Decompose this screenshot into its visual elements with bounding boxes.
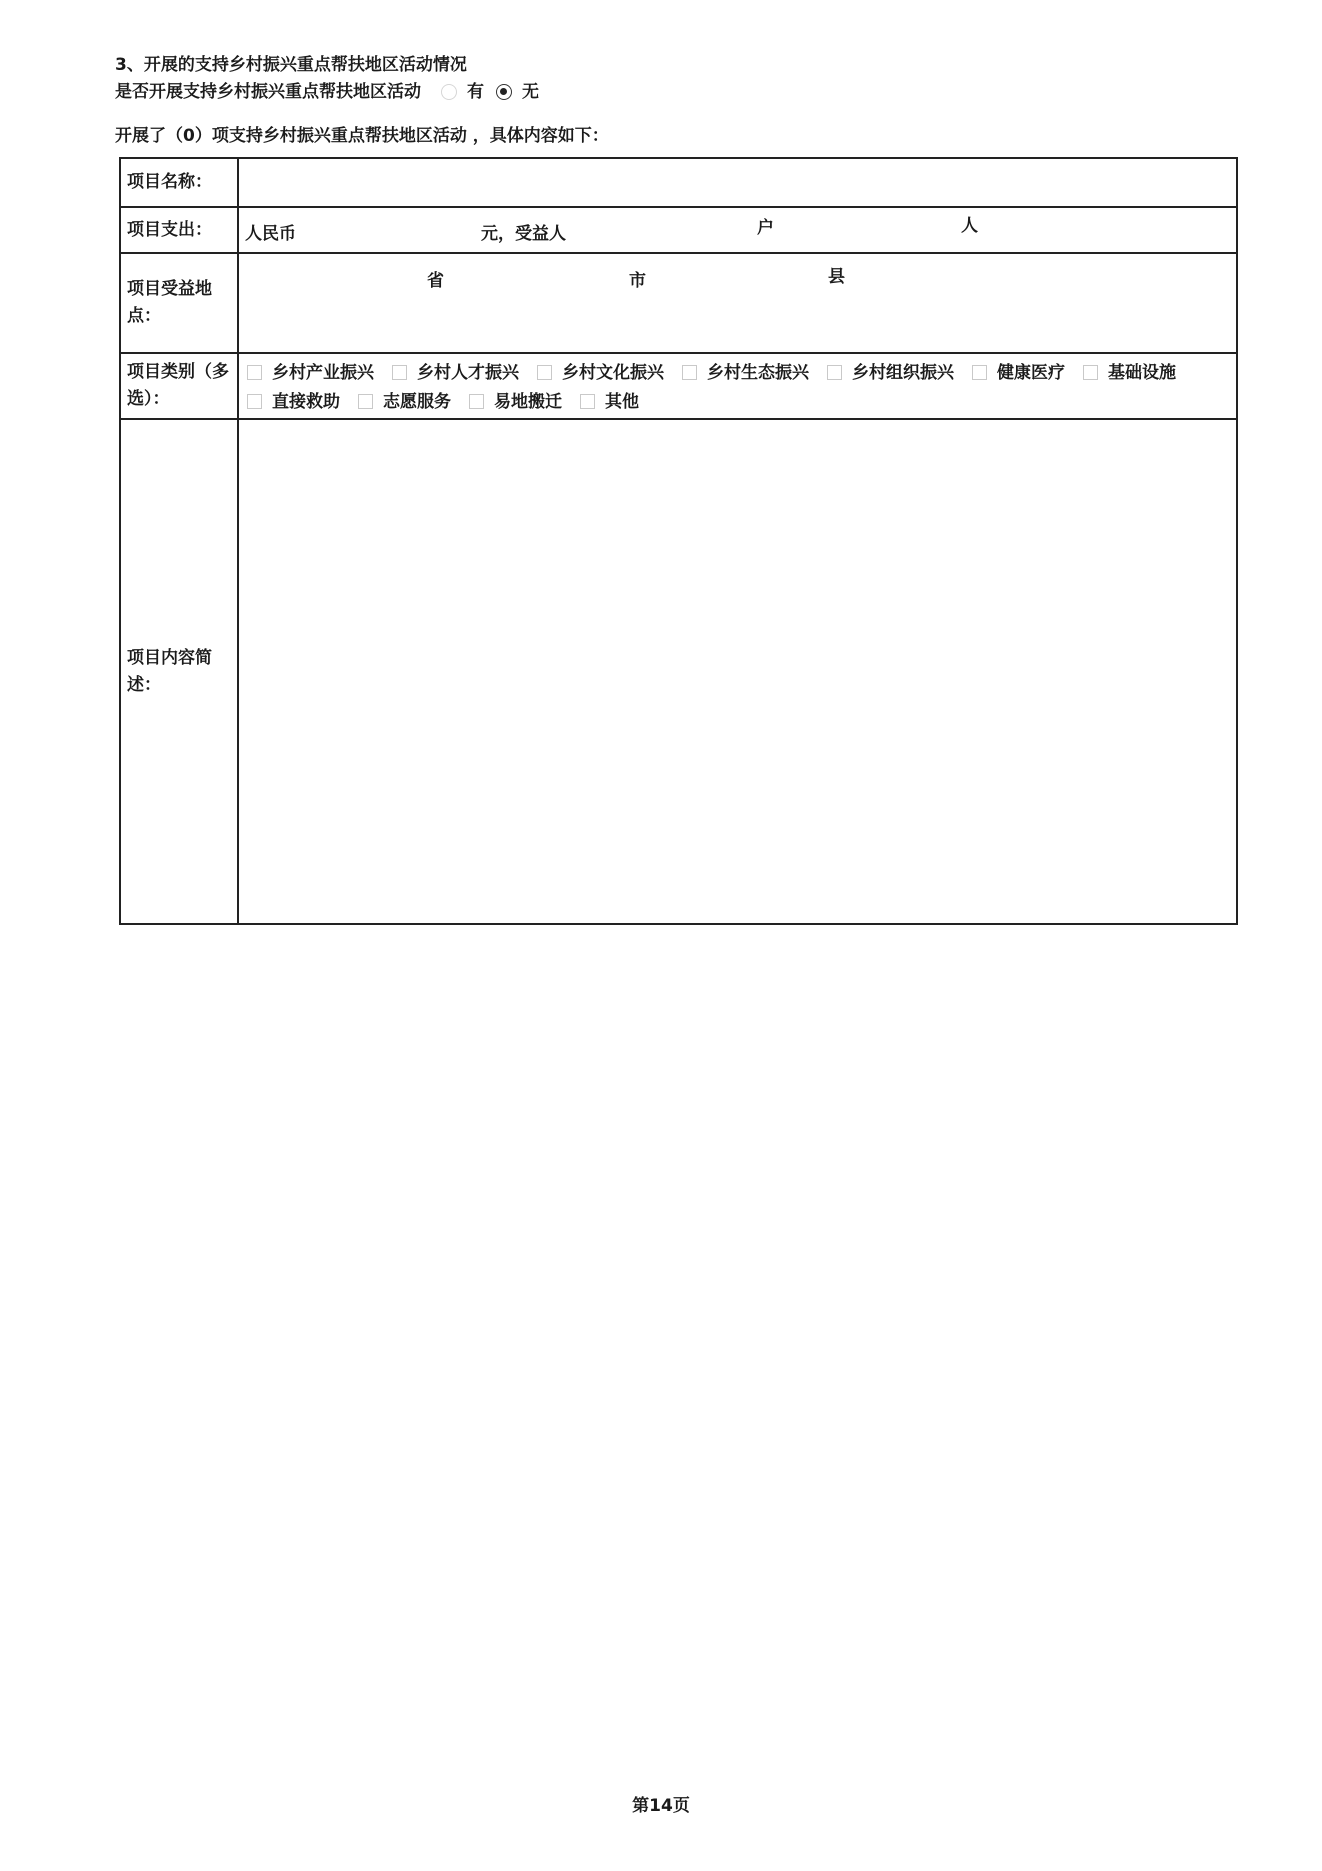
row-project-cost	[120, 207, 1237, 253]
category-rural-talent[interactable]	[392, 362, 519, 384]
question-text: 是否开展支持乡村振兴重点帮扶地区活动	[115, 82, 421, 102]
row-project-description	[120, 419, 1237, 924]
category-label: 直接救助	[272, 391, 340, 412]
radio-no-label: 无	[522, 82, 539, 102]
category-label: 基础设施	[1108, 362, 1176, 383]
category-infrastructure[interactable]	[1083, 362, 1176, 384]
category-label: 乡村人才振兴	[417, 362, 519, 383]
beneficiary-label: 元，受益人	[481, 224, 566, 244]
category-label: 乡村文化振兴	[562, 362, 664, 383]
checkbox[interactable]	[358, 394, 373, 409]
checkbox[interactable]	[247, 394, 262, 409]
checkbox[interactable]	[537, 365, 552, 380]
project-category-label: 项目类别（多选）：	[120, 353, 238, 419]
project-description-field[interactable]	[238, 419, 1237, 924]
checkbox[interactable]	[682, 365, 697, 380]
radio-yes[interactable]	[441, 84, 457, 100]
radio-no[interactable]	[496, 84, 512, 100]
checkbox[interactable]	[827, 365, 842, 380]
project-cost-label: 项目支出：	[120, 207, 238, 253]
category-label: 健康医疗	[997, 362, 1065, 383]
category-rural-organization[interactable]	[827, 362, 954, 384]
checkbox[interactable]	[247, 365, 262, 380]
row-project-category	[120, 353, 1237, 419]
category-label: 乡村产业振兴	[272, 362, 374, 383]
category-rural-ecology[interactable]	[682, 362, 809, 384]
persons-unit: 人	[961, 216, 978, 236]
project-name-field[interactable]	[238, 158, 1237, 207]
project-location-label: 项目受益地点：	[120, 253, 238, 353]
category-label: 其他	[605, 391, 639, 412]
category-other[interactable]	[580, 391, 639, 413]
section-title: 3、开展的支持乡村振兴重点帮扶地区活动情况	[115, 55, 467, 75]
checkbox[interactable]	[392, 365, 407, 380]
category-label: 乡村组织振兴	[852, 362, 954, 383]
category-direct-relief[interactable]	[247, 391, 340, 413]
page-number: 第14页	[632, 1796, 690, 1816]
project-location-field[interactable]	[238, 253, 1237, 353]
project-description-label: 项目内容简述：	[120, 419, 238, 924]
radio-option-yes[interactable]	[441, 81, 484, 103]
project-name-label: 项目名称：	[120, 158, 238, 207]
category-rural-industry[interactable]	[247, 362, 374, 384]
checkbox[interactable]	[580, 394, 595, 409]
checkbox[interactable]	[1083, 365, 1098, 380]
category-label: 志愿服务	[383, 391, 451, 412]
category-label: 易地搬迁	[494, 391, 562, 412]
activity-summary: 开展了（0）项支持乡村振兴重点帮扶地区活动 ，具体内容如下：	[115, 126, 609, 146]
city-unit: 市	[629, 271, 646, 291]
category-label: 乡村生态振兴	[707, 362, 809, 383]
activity-question	[115, 81, 539, 103]
checkbox[interactable]	[972, 365, 987, 380]
project-cost-field[interactable]	[238, 207, 1237, 253]
category-healthcare[interactable]	[972, 362, 1065, 384]
radio-yes-label: 有	[467, 82, 484, 102]
category-rural-culture[interactable]	[537, 362, 664, 384]
county-unit: 县	[828, 267, 845, 287]
category-volunteer-service[interactable]	[358, 391, 451, 413]
province-unit: 省	[427, 271, 444, 291]
households-unit: 户	[757, 218, 774, 238]
checkbox[interactable]	[469, 394, 484, 409]
currency-label: 人民币	[245, 224, 296, 244]
project-category-field	[238, 353, 1237, 419]
category-relocation[interactable]	[469, 391, 562, 413]
row-project-location	[120, 253, 1237, 353]
radio-option-no[interactable]	[496, 81, 539, 103]
project-form-table	[119, 157, 1238, 925]
row-project-name	[120, 158, 1237, 207]
